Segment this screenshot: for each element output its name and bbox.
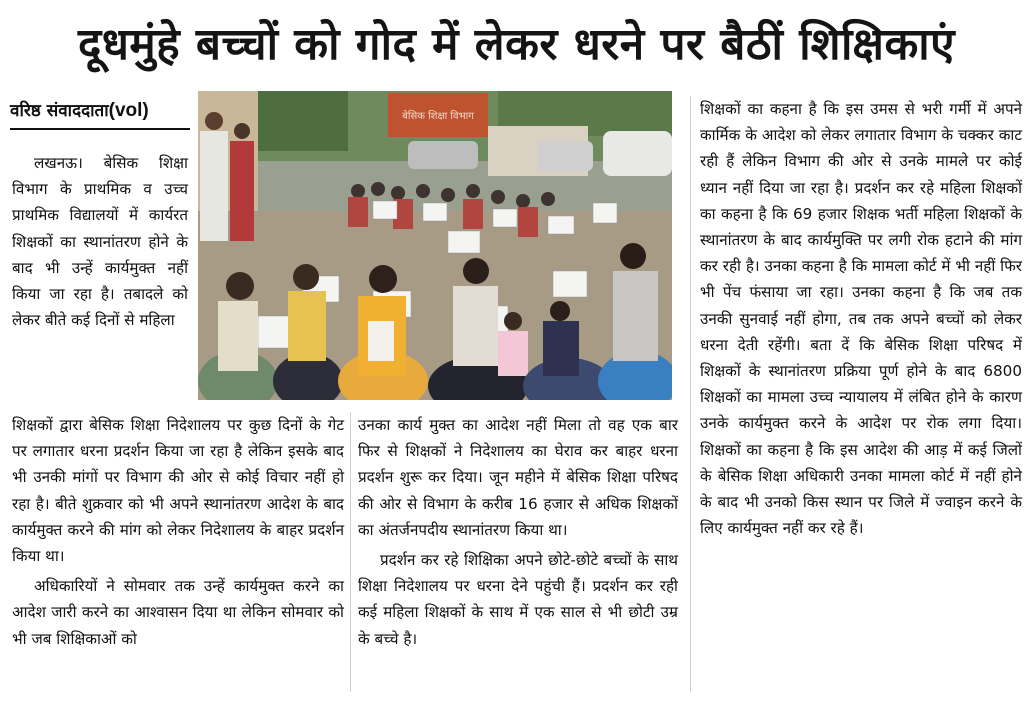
paragraph: अधिकारियों ने सोमवार तक उन्हें कार्यमुक्त करने का आदेश जारी करने का आश्वासन दिया था लेकिन सोमवार को भी जब शिक्षिकाओं को [12,577,344,648]
column-divider [350,412,351,692]
byline [10,98,190,130]
column-divider [690,96,691,692]
column-3 [700,96,1022,541]
paragraph: उनका कार्य मुक्त का आदेश नहीं मिला तो वह एक बार फिर से शिक्षकों ने निदेशालय का घेराव कर बाहर धरना प्रदर्शन शुरू कर दिया। जून महीने में बेसिक शिक्षा परिषद की ओर से विभाग के करीब 16 हजार से अधिक शिक्षकों का अंतर्जनपदीय स्थानांतरण किया था। [358,416,678,539]
paragraph: लखनऊ। बेसिक शिक्षा विभाग के प्राथमिक व उच्च प्राथमिक विद्यालयों में कार्यरत शिक्षकों का स्थानांतरण होने के बाद भी उन्हें कार्यमुक्त नहीं किया जा रहा है। तबादले को लेकर बीते कई दिनों से महिला [12,154,188,330]
byline-label: वरिष्ठ संवाददाता [10,101,109,121]
paragraph: शिक्षकों द्वारा बेसिक शिक्षा निदेशालय पर कुछ दिनों के गेट पर लगातार धरना प्रदर्शन किया जा रहा है लेकिन इसके बाद भी उनकी मांगों पर विभाग की ओर से कोई विचार नहीं हो रहा है। बीते शुक्रवार को भी अपने स्थानांतरण आदेश के बाद कार्यमुक्त करने की मांग को लेकर निदेशालय के बाहर प्रदर्शन किया था। [12,416,344,566]
news-photo [198,91,672,400]
protest-photo-illustration [198,91,672,400]
column-1-bottom [12,412,344,652]
banner-text: बेसिक शिक्षा विभाग [402,111,474,122]
byline-source: (vol) [108,100,149,121]
paragraph: प्रदर्शन कर रहे शिक्षिका अपने छोटे-छोटे बच्चों के साथ शिक्षा निदेशालय पर धरना देने पहुंची हैं। प्रदर्शन कर रही कई महिला शिक्षकों के साथ में एक साल से भी छोटी उम्र के बच्चे है। [358,551,678,648]
paragraph: शिक्षकों का कहना है कि इस उमस से भरी गर्मी में अपने कार्मिक के आदेश को लेकर लगातार विभाग के चक्कर काट रही हैं लेकिन विभाग की ओर से उनके मामले पर कोई ध्यान नहीं दिया जा रहा है। प्रदर्शन कर रहे महिला शिक्षकों का कहना है कि 69 हजार शिक्षक भर्ती महिला शिक्षकों के स्थानांतरण के बाद कार्यमुक्ति पर लगी रोक हटाने की मांग कर रही है। उनका कहना है कि मामला कोर्ट में भी नहीं फिर भी पेंच फंसाया जा रहा। उनका कहना है कि जब तक उनकी सुनवाई नहीं होगा, तब तक अपने बच्चों को लेकर धरना देती रहेंगी। बता दें कि बेसिक शिक्षा परिषद में शिक्षकों के स्थानांतरण प्रक्रिया पूर्ण होने के बाद 6800 शिक्षकों का मामला उच्च न्यायालय में लंबित होने के कारण उनके कार्यमुक्त करने के आदेश पर रोक लगा दिया। शिक्षकों का कहना है कि इस आदेश की आड़ में कई जिलों के बेसिक शिक्षा अधिकारी उनका मामला कोर्ट में नहीं होने के बाद भी उनको किस स्थान पर जिले में ज्वाइन करने के लिए कार्यमुक्त नहीं कर रहे हैं। [700,100,1022,538]
headline: दूधमुंहे बच्चों को गोद में लेकर धरने पर बैठीं शिक्षिकाएं [78,19,955,70]
column-2 [358,412,678,652]
column-1-top [12,150,188,333]
